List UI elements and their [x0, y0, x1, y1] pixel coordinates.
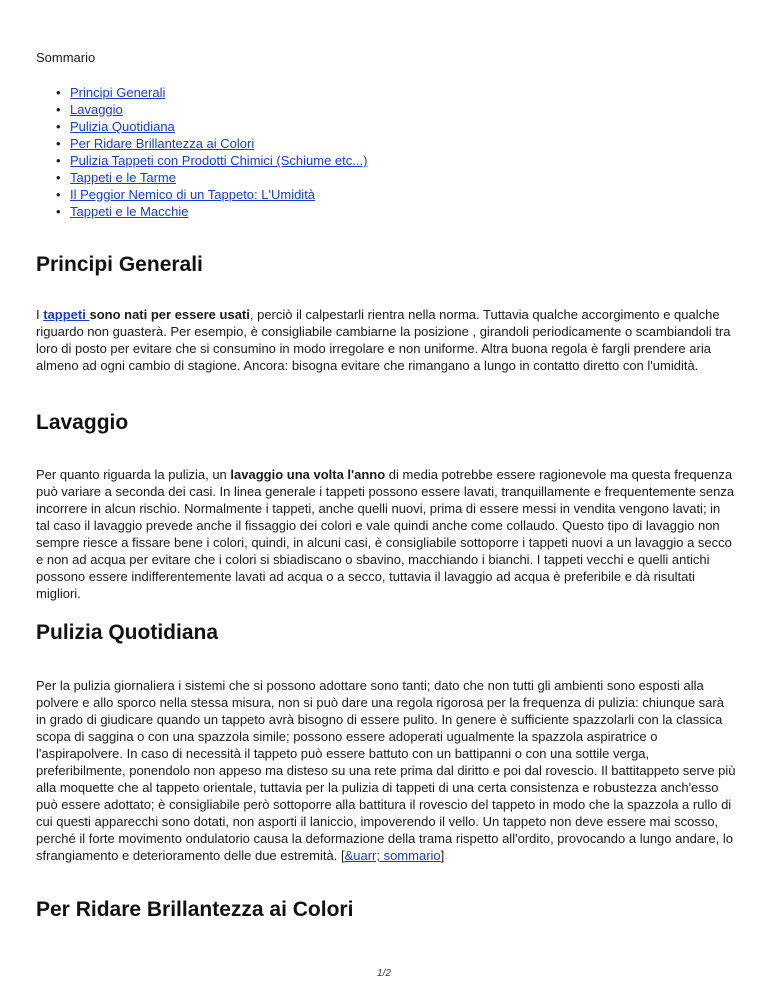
bullet-icon: •	[56, 119, 61, 134]
bold-text: lavaggio una volta l'anno	[230, 467, 386, 482]
toc-link-lavaggio[interactable]: Lavaggio	[70, 102, 123, 117]
toc-link-principi-generali[interactable]: Principi Generali	[70, 85, 166, 100]
paragraph-pulizia-quotidiana	[36, 677, 736, 864]
bold-text: sono nati per essere usati	[89, 307, 250, 322]
toc-item	[36, 169, 367, 186]
toc-item	[36, 84, 367, 101]
section-title-pulizia-quotidiana: Pulizia Quotidiana	[36, 621, 219, 644]
bullet-icon: •	[56, 102, 61, 117]
summary-title: Sommario	[36, 50, 96, 65]
paragraph-text: Per la pulizia giornaliera i sistemi che si possono adottare sono tanti; dato che non tutti gli ambienti sono esposti alla polvere e allo sporco nella stessa misura, non si può dare una regola rigorosa per la frequenza di pulizia: chiunque sarà in grado di giudicare quando un tappeto avrà bisogno di essere pulito. In genere è sufficiente spazzolarli con la classica scopa di saggina o con una spazzola simile; possono essere adoperati ugualmente la spazzola aspiratrice o l'aspirapolvere. In caso di necessità il tappeto può essere battuto con un battipanni o con una sottile verga, preferibilmente, ponendolo non appeso ma disteso su una rete prima dal diritto e poi dal rovescio. Il battitappeto serve più alla moquette che al tappeto orientale, tuttavia per la pulizia di tappeti di una certa consistenza e robustezza anch'esso può essere adottato; è consigliabile però sottoporre alla battitura il rovescio del tappeto in modo che la spazzola a rullo di cui questi apparecchi sono dotati, non asporti il laniccio, impoverendo il vello. Un tappeto non deve essere mai scosso, perché il forte movimento ondulatorio causa la deformazione della trama rispetto all'ordito, provocando a lungo andare, lo sfrangiamento e deterioramento delle due estremità. [	[36, 678, 736, 863]
toc-link-tarme[interactable]: Tappeti e le Tarme	[70, 170, 176, 185]
toc-link-macchie[interactable]: Tappeti e le Macchie	[70, 204, 189, 219]
table-of-contents	[36, 84, 367, 220]
toc-item	[36, 101, 367, 118]
toc-item	[36, 203, 367, 220]
paragraph-text: I	[36, 307, 44, 322]
toc-link-prodotti-chimici[interactable]: Pulizia Tappeti con Prodotti Chimici (Schiume etc...)	[70, 153, 368, 168]
toc-item	[36, 152, 367, 169]
toc-link-umidita[interactable]: Il Peggior Nemico di un Tappeto: L'Umidità	[70, 187, 316, 202]
toc-link-brillantezza-colori[interactable]: Per Ridare Brillantezza ai Colori	[70, 136, 255, 151]
paragraph-principi-generali	[36, 306, 736, 374]
toc-item	[36, 118, 367, 135]
bullet-icon: •	[56, 153, 61, 168]
back-to-summary-link[interactable]: &uarr; sommario	[344, 848, 441, 863]
paragraph-text: ]	[440, 848, 445, 863]
bullet-icon: •	[56, 204, 61, 219]
bullet-icon: •	[56, 170, 61, 185]
paragraph-text: , perciò il calpestarli rientra nella norma. Tuttavia qualche accorgimento e qualche riguardo non guasterà. Per esempio, è consigliabile cambiarne la posizione , girandoli periodicamente o scambiandoli tra loro di posto per evitare che si consumino in modo irregolare e non uniforme. Altra buona regola è fargli prendere aria almeno ad ogni cambio di stagione. Ancora: bisogna evitare che rimangano a lungo in contatto diretto con l'umidità.	[36, 307, 731, 373]
paragraph-lavaggio	[36, 466, 736, 602]
tappeti-link[interactable]: tappeti	[43, 307, 90, 322]
toc-item	[36, 135, 367, 152]
paragraph-text: Per quanto riguarda la pulizia, un	[36, 467, 231, 482]
bullet-icon: •	[56, 85, 61, 100]
page-number: 1/2	[377, 968, 391, 979]
toc-item	[36, 186, 367, 203]
bullet-icon: •	[56, 187, 61, 202]
section-title-lavaggio: Lavaggio	[36, 411, 129, 434]
bullet-icon: •	[56, 136, 61, 151]
section-title-principi-generali: Principi Generali	[36, 253, 203, 276]
toc-link-pulizia-quotidiana[interactable]: Pulizia Quotidiana	[70, 119, 175, 134]
paragraph-text: di media potrebbe essere ragionevole ma questa frequenza può variare a seconda dei casi. In linea generale i tappeti possono essere lavati, tranquillamente e frequentemente senza incorrere in alcun rischio. Normalmente i tappeti, anche quelli nuovi, prima di essere messi in vendita vengono lavati; in tal caso il lavaggio prevede anche il fissaggio dei colori e vale quindi anche come collaudo. Questo tipo di lavaggio non sempre riesce a fissare bene i colori, quindi, in alcuni casi, è consigliabile sottoporre i tappeti nuovi a un lavaggio a secco e non ad acqua per evitare che i colori si sbiadiscano o sbavino, macchiando i bianchi. I tappeti vecchi e quelli antichi possono essere indifferentemente lavati ad acqua o a secco, tuttavia il lavaggio ad acqua è preferibile e dà risultati migliori.	[36, 467, 735, 601]
section-title-brillantezza-colori: Per Ridare Brillantezza ai Colori	[36, 898, 354, 921]
